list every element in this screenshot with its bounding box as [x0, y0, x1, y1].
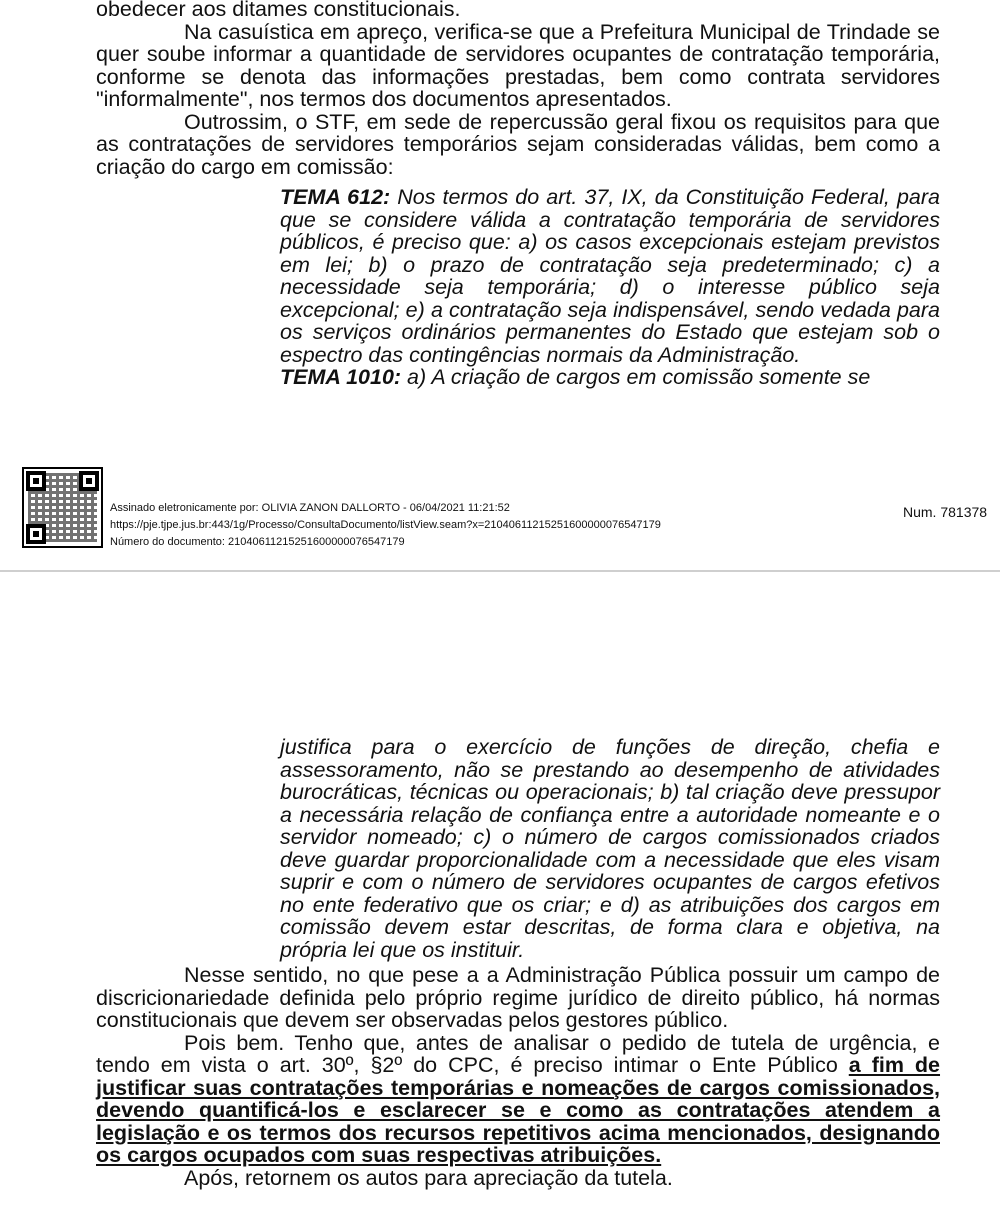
paragraph-outrossim: Outrossim, o STF, em sede de repercussão geral fixou os requisitos para que as contratações de servidores temporários sejam consideradas válidas, bem como a criação do cargo em comissão:: [96, 109, 940, 179]
tema-612-label: TEMA 612:: [280, 185, 391, 209]
paragraph-pois-bem-text: Pois bem. Tenho que, antes de analisar o pedido de tutela de urgência, e tendo em vista o art. 30º, §2º do CPC, é preciso intimar o Ente Público: [96, 1030, 940, 1077]
paragraph-pois-bem: [96, 1032, 940, 1167]
paragraph-nesse-sentido: Nesse sentido, no que pese a a Administração Pública possuir um campo de discricionariedade definida pelo próprio regime jurídico de direito público, há normas constitucionais que devem ser observadas pelos gestores público.: [96, 963, 940, 1032]
page2-body: [96, 964, 940, 1189]
qr-code-icon: [22, 467, 103, 548]
document-num: Num. 781378: [903, 504, 988, 520]
tema-1010-label: TEMA 1010:: [280, 365, 402, 389]
tema-1010: [280, 366, 940, 389]
paragraph-end: obedecer aos ditames constitucionais.: [96, 0, 461, 21]
signature-url[interactable]: https://pje.tjpe.jus.br:443/1g/Processo/ConsultaDocumento/listView.seam?x=21040611215251600000076547179: [110, 519, 661, 531]
tema-612: [280, 186, 940, 366]
paragraph-apos: Após, retornem os autos para apreciação da tutela.: [184, 1165, 673, 1190]
signature-signed-by: Assinado eletronicamente por: OLIVIA ZANON DALLORTO - 06/04/2021 11:21:52: [110, 502, 510, 514]
page-separator: [0, 570, 1000, 578]
tema-1010-continuation: [280, 736, 940, 961]
document-page-1: [0, 0, 1000, 570]
tema-1010-cont-text: justifica para o exercício de funções de direção, chefia e assessoramento, não se prestando ao desempenho de atividades burocráticas, técnicas ou operacionais; b) tal criação deve pressupor a necessária relação de confiança entre a autoridade nomeante e o servidor nomeado; c) o número de cargos comissionados criados deve guardar proporcionalidade com a necessidade que eles visam suprir e com o número de servidores ocupantes de cargos efetivos no ente federativo que os criar; e d) as atribuições dos cargos em comissão devem estar descritas, de forma clara e objetiva, na própria lei que os instituir.: [280, 735, 940, 962]
paragraph-pois-bem-emphasis: a fim de justificar suas contratações temporárias e nomeações de cargos comissionados, devendo quantificá-los e esclarecer se e como as contratações atendem a legislação e os termos dos recursos repetitivos acima mencionados, designando os cargos ocupados com suas respectivas atribuições.: [96, 1053, 941, 1167]
paragraph-casuistica: Na casuística em apreço, verifica-se que a Prefeitura Municipal de Trindade se quer soube informar a quantidade de servidores ocupantes de contratação temporária, conforme se denota das informações prestadas, bem como contrata servidores "informalmente", nos termos dos documentos apresentados.: [96, 19, 940, 111]
tema-1010-text: a) A criação de cargos em comissão somente se: [401, 365, 871, 389]
document-page-2: [0, 578, 1000, 1226]
stf-quote-block: [280, 186, 940, 389]
signature-doc-number: Número do documento: 21040611215251600000076547179: [110, 536, 405, 548]
tema-612-text: Nos termos do art. 37, IX, da Constituição Federal, para que se considere válida a contratação temporária de servidores públicos, é preciso que: a) os casos excepcionais estejam previstos em lei; b) o prazo de contratação seja predeterminado; c) a necessidade seja temporária; d) o interesse público seja excepcional; e) a contratação seja indispensável, sendo vedada para os serviços ordinários permanentes do Estado que estejam sob o espectro das contingências normais da Administração.: [280, 185, 940, 367]
page1-body: [96, 0, 940, 178]
